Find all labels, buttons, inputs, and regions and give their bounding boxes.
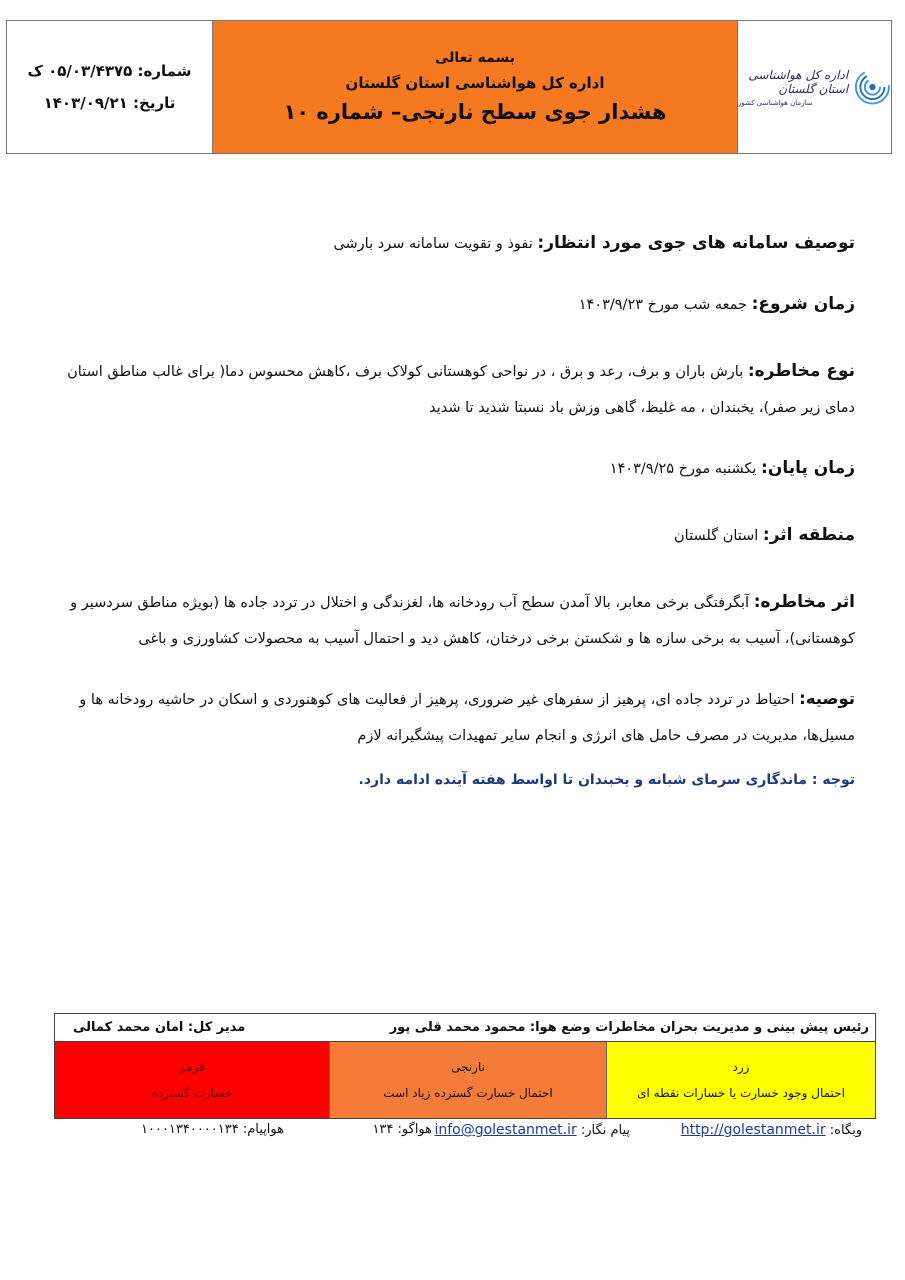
system-value: نفوذ و تقویت سامانه سرد بارشی <box>333 236 533 252</box>
letterhead <box>6 20 892 154</box>
level-title: قرمز <box>179 1060 205 1074</box>
system-label: توصیف سامانه های جوی مورد انتظار: <box>537 233 855 253</box>
affected-area <box>40 517 855 554</box>
level-description: خسارت گسترده <box>151 1086 233 1100</box>
advice-value: احتیاط در تردد جاده ای، پرهیز از سفرهای غیر ضروری، پرهیز از فعالیت های کوهنوردی و اسکان در حاشیه رودخانه ها و مسیل‌ها، مدیریت در مصرف حامل های انرژی و انجام سایر تمهیدات پیشگیرانه لازم <box>79 692 855 744</box>
organization-logo <box>738 58 891 116</box>
level-title: زرد <box>732 1060 750 1074</box>
start-value: جمعه شب مورخ ۱۴۰۳/۹/۲۳ <box>578 297 747 313</box>
system-description <box>40 225 855 262</box>
area-value: استان گلستان <box>674 528 759 544</box>
level-orange <box>329 1042 606 1118</box>
email-link[interactable]: info@golestanmet.ir <box>434 1122 577 1138</box>
email <box>434 1122 630 1138</box>
effect-value: آبگرفتگی برخی معابر، بالا آمدن سطح آب رودخانه ها، لغزندگی و اختلال در تردد جاده ها (بویژه مناطق سردسیر و کوهستانی)، آسیب به برخی سازه ها و شکستن برخی درختان، کاهش دید و احتمال آسیب به محصولات کشاورزی و باغی <box>70 595 855 647</box>
effect-label: اثر مخاطره: <box>753 592 855 612</box>
warning-level-table <box>54 1013 876 1119</box>
date-label: تاریخ: <box>133 94 176 112</box>
hazard-value: بارش باران و برف، رعد و برق ، در نواحی کوهستانی کولاک برف ،کاهش محسوس دما( برای غالب مناطق استان دمای زیر صفر)، یخبندان ، مه غلیظ، گاهی وزش باد نسبتا شدید تا شدید <box>67 364 855 416</box>
level-description: احتمال خسارت گسترده زیاد است <box>383 1086 553 1100</box>
hawago-value: ۱۳۴ <box>372 1122 394 1137</box>
end-value: یکشنبه مورخ ۱۴۰۳/۹/۲۵ <box>609 461 757 477</box>
reference-date <box>44 94 176 112</box>
hazard-label: نوع مخاطره: <box>747 361 855 381</box>
forecast-head-name: رئیس پیش بینی و مدیریت بحران مخاطرات وضع هوا: محمود محمد قلی پور <box>389 1020 869 1035</box>
hazard-type <box>40 353 855 426</box>
start-time <box>40 286 855 323</box>
contact-footer <box>72 1122 862 1144</box>
hawapayam <box>141 1122 284 1137</box>
warning-body <box>40 225 855 788</box>
end-label: زمان پایان: <box>761 458 855 478</box>
reference-box <box>7 21 213 153</box>
logo-text-fa: اداره کل هواشناسی استان گلستان <box>748 67 849 96</box>
date-value: ۱۴۰۳/۰۹/۲۱ <box>43 94 128 112</box>
warning-title: هشدار جوی سطح نارنجی– شماره ۱۰ <box>283 100 667 124</box>
level-red <box>55 1042 329 1118</box>
hawago-label: هواگو: <box>397 1122 432 1137</box>
bismillah-line: بسمه تعالی <box>434 50 516 66</box>
reference-number <box>28 62 192 80</box>
hazard-effect <box>40 584 855 657</box>
level-description: احتمال وجود خسارت یا خسارات نقطه ای <box>637 1086 845 1100</box>
website-link[interactable]: http://golestanmet.ir <box>680 1122 826 1138</box>
meteorological-logo-icon <box>854 58 891 116</box>
logo-wordmark <box>738 68 848 107</box>
hawago <box>372 1122 432 1137</box>
website-label: وبگاه: <box>829 1123 862 1138</box>
warning-levels-row <box>55 1042 875 1118</box>
start-label: زمان شروع: <box>751 294 855 314</box>
email-label: پیام نگار: <box>580 1123 630 1138</box>
website <box>681 1122 862 1138</box>
organization-name: اداره کل هواشناسی استان گلستان <box>345 74 605 92</box>
logo-subtext: سازمان هواشناسی کشور <box>738 98 813 107</box>
number-value: ۰۵/۰۳/۴۳۷۵ ک <box>27 62 133 80</box>
director-general-name: مدیر کل: امان محمد کمالی <box>73 1020 246 1035</box>
logo-box <box>738 21 891 153</box>
recommendation <box>40 681 855 754</box>
level-title: نارنجی <box>451 1060 485 1074</box>
warning-title-box <box>213 21 738 153</box>
table-header <box>55 1014 875 1042</box>
number-label: شماره: <box>137 62 192 80</box>
end-time <box>40 450 855 487</box>
note-text: توجه : ماندگاری سرمای شبانه و یخبندان تا اواسط هفته آینده ادامه دارد. <box>358 772 855 788</box>
area-label: منطقه اثر: <box>762 525 855 545</box>
advice-label: توصیه: <box>799 689 855 708</box>
hawapayam-label: هواپیام: <box>242 1122 284 1137</box>
hawapayam-value: ۱۰۰۰۱۳۴۰۰۰۰۱۳۴ <box>140 1122 239 1137</box>
level-yellow <box>606 1042 875 1118</box>
